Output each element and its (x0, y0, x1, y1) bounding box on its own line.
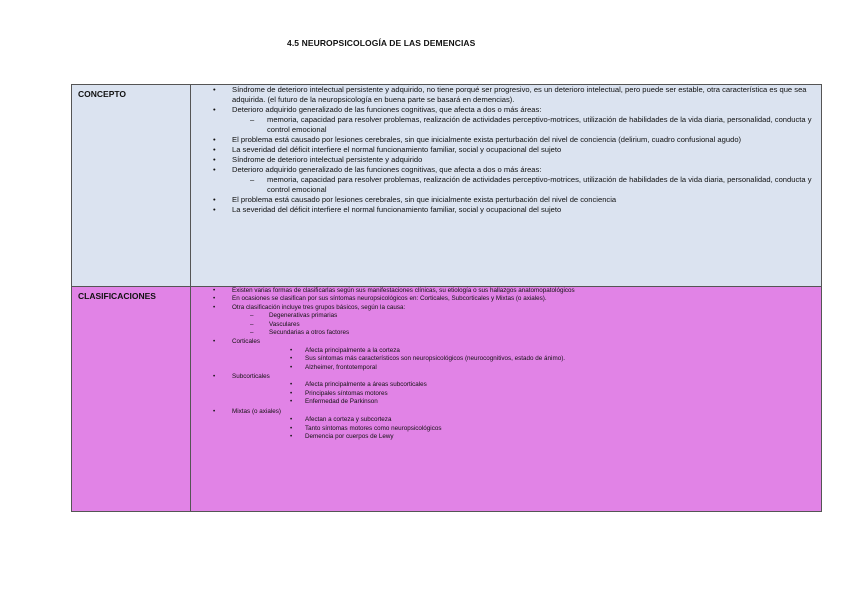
sub-list-item: – memoria, capacidad para resolver problemas, realización de actividades perceptivo-motrices, utilización de habilidades de la vida diaria, personalidad, conducta y control emocional (191, 175, 821, 195)
category-label: Subcorticales (232, 373, 270, 381)
category-corticales (191, 338, 821, 372)
list-item-text: Deterioro adquirido generalizado de las funciones cognitivas, que afecta a dos o más áreas: (232, 105, 542, 114)
list-item (191, 165, 821, 195)
category-item: • Afecta principalmente a áreas subcorticales (191, 381, 821, 389)
list-item: • En ocasiones se clasifican por sus síntomas neuropsicológicos en: Corticales, Subcorticales y Mixtas (o axiales). (191, 295, 821, 303)
category-item: • Sus síntomas más característicos son neuropsicológicos (neurocognitivos, estado de ánimo). (191, 355, 821, 363)
category-label: Mixtas (o axiales) (232, 407, 281, 415)
list-item: • La severidad del déficit interfiere el normal funcionamiento familiar, social y ocupacional del sujeto (191, 205, 821, 215)
cause-item: – Vasculares (191, 321, 821, 329)
cause-item: – Secundarias a otros factores (191, 329, 821, 337)
list-item: • Síndrome de deterioro intelectual persistente y adquirido (191, 155, 821, 165)
category-label: Corticales (232, 338, 260, 346)
category-item: • Enfermedad de Parkinson (191, 398, 821, 406)
category-item: • Alzheimer, frontotemporal (191, 364, 821, 372)
category-item: • Demencia por cuerpos de Lewy (191, 433, 821, 441)
list-item (191, 304, 821, 338)
list-item: • Existen varias formas de clasificarlas según sus manifestaciones clínicas, su etiología o sus hallazgos anatomopatológicos (191, 287, 821, 295)
concepts-table (71, 84, 822, 512)
table-row-clasificaciones (72, 287, 822, 512)
clasificaciones-list (191, 287, 821, 441)
page-title: 4.5 NEUROPSICOLOGÍA DE LAS DEMENCIAS (287, 38, 476, 48)
list-item (191, 105, 821, 135)
category-mixtas (191, 408, 821, 442)
table-row-concepto (72, 85, 822, 287)
list-item-text: Otra clasificación incluye tres grupos básicos, según la causa: (232, 303, 406, 311)
sub-list-item: – memoria, capacidad para resolver problemas, realización de actividades perceptivo-motrices, utilización de habilidades de la vida diaria, personalidad, conducta y control emocional (191, 115, 821, 135)
list-item-text: Deterioro adquirido generalizado de las funciones cognitivas, que afecta a dos o más áreas: (232, 165, 542, 174)
concepto-list (191, 85, 821, 215)
cause-item: – Degenerativas primarias (191, 312, 821, 320)
row-label-concepto: CONCEPTO (72, 85, 191, 287)
clasificaciones-content (191, 287, 822, 512)
category-item: • Afecta principalmente a la corteza (191, 347, 821, 355)
list-item: • Síndrome de deterioro intelectual persistente y adquirido, no tiene porqué ser progresivo, es un deterioro intelectual, pero puede ser estable, otra característica es que sea adquirida. (el futuro de la neuropsicología en buena parte se basará en demencias). (191, 85, 821, 105)
category-item: • Afectan a corteza y subcorteza (191, 416, 821, 424)
category-item: • Principales síntomas motores (191, 390, 821, 398)
category-item: • Tanto síntomas motores como neuropsicológicos (191, 425, 821, 433)
list-item: • El problema está causado por lesiones cerebrales, sin que inicialmente exista perturbación del nivel de conciencia (191, 195, 821, 205)
row-label-clasificaciones: CLASIFICACIONES (72, 287, 191, 512)
list-item: • La severidad del déficit interfiere el normal funcionamiento familiar, social y ocupacional del sujeto (191, 145, 821, 155)
category-subcorticales (191, 373, 821, 407)
concepto-content (191, 85, 822, 287)
list-item: • El problema está causado por lesiones cerebrales, sin que inicialmente exista perturbación del nivel de conciencia (delirium, cuadro confusional agudo) (191, 135, 821, 145)
